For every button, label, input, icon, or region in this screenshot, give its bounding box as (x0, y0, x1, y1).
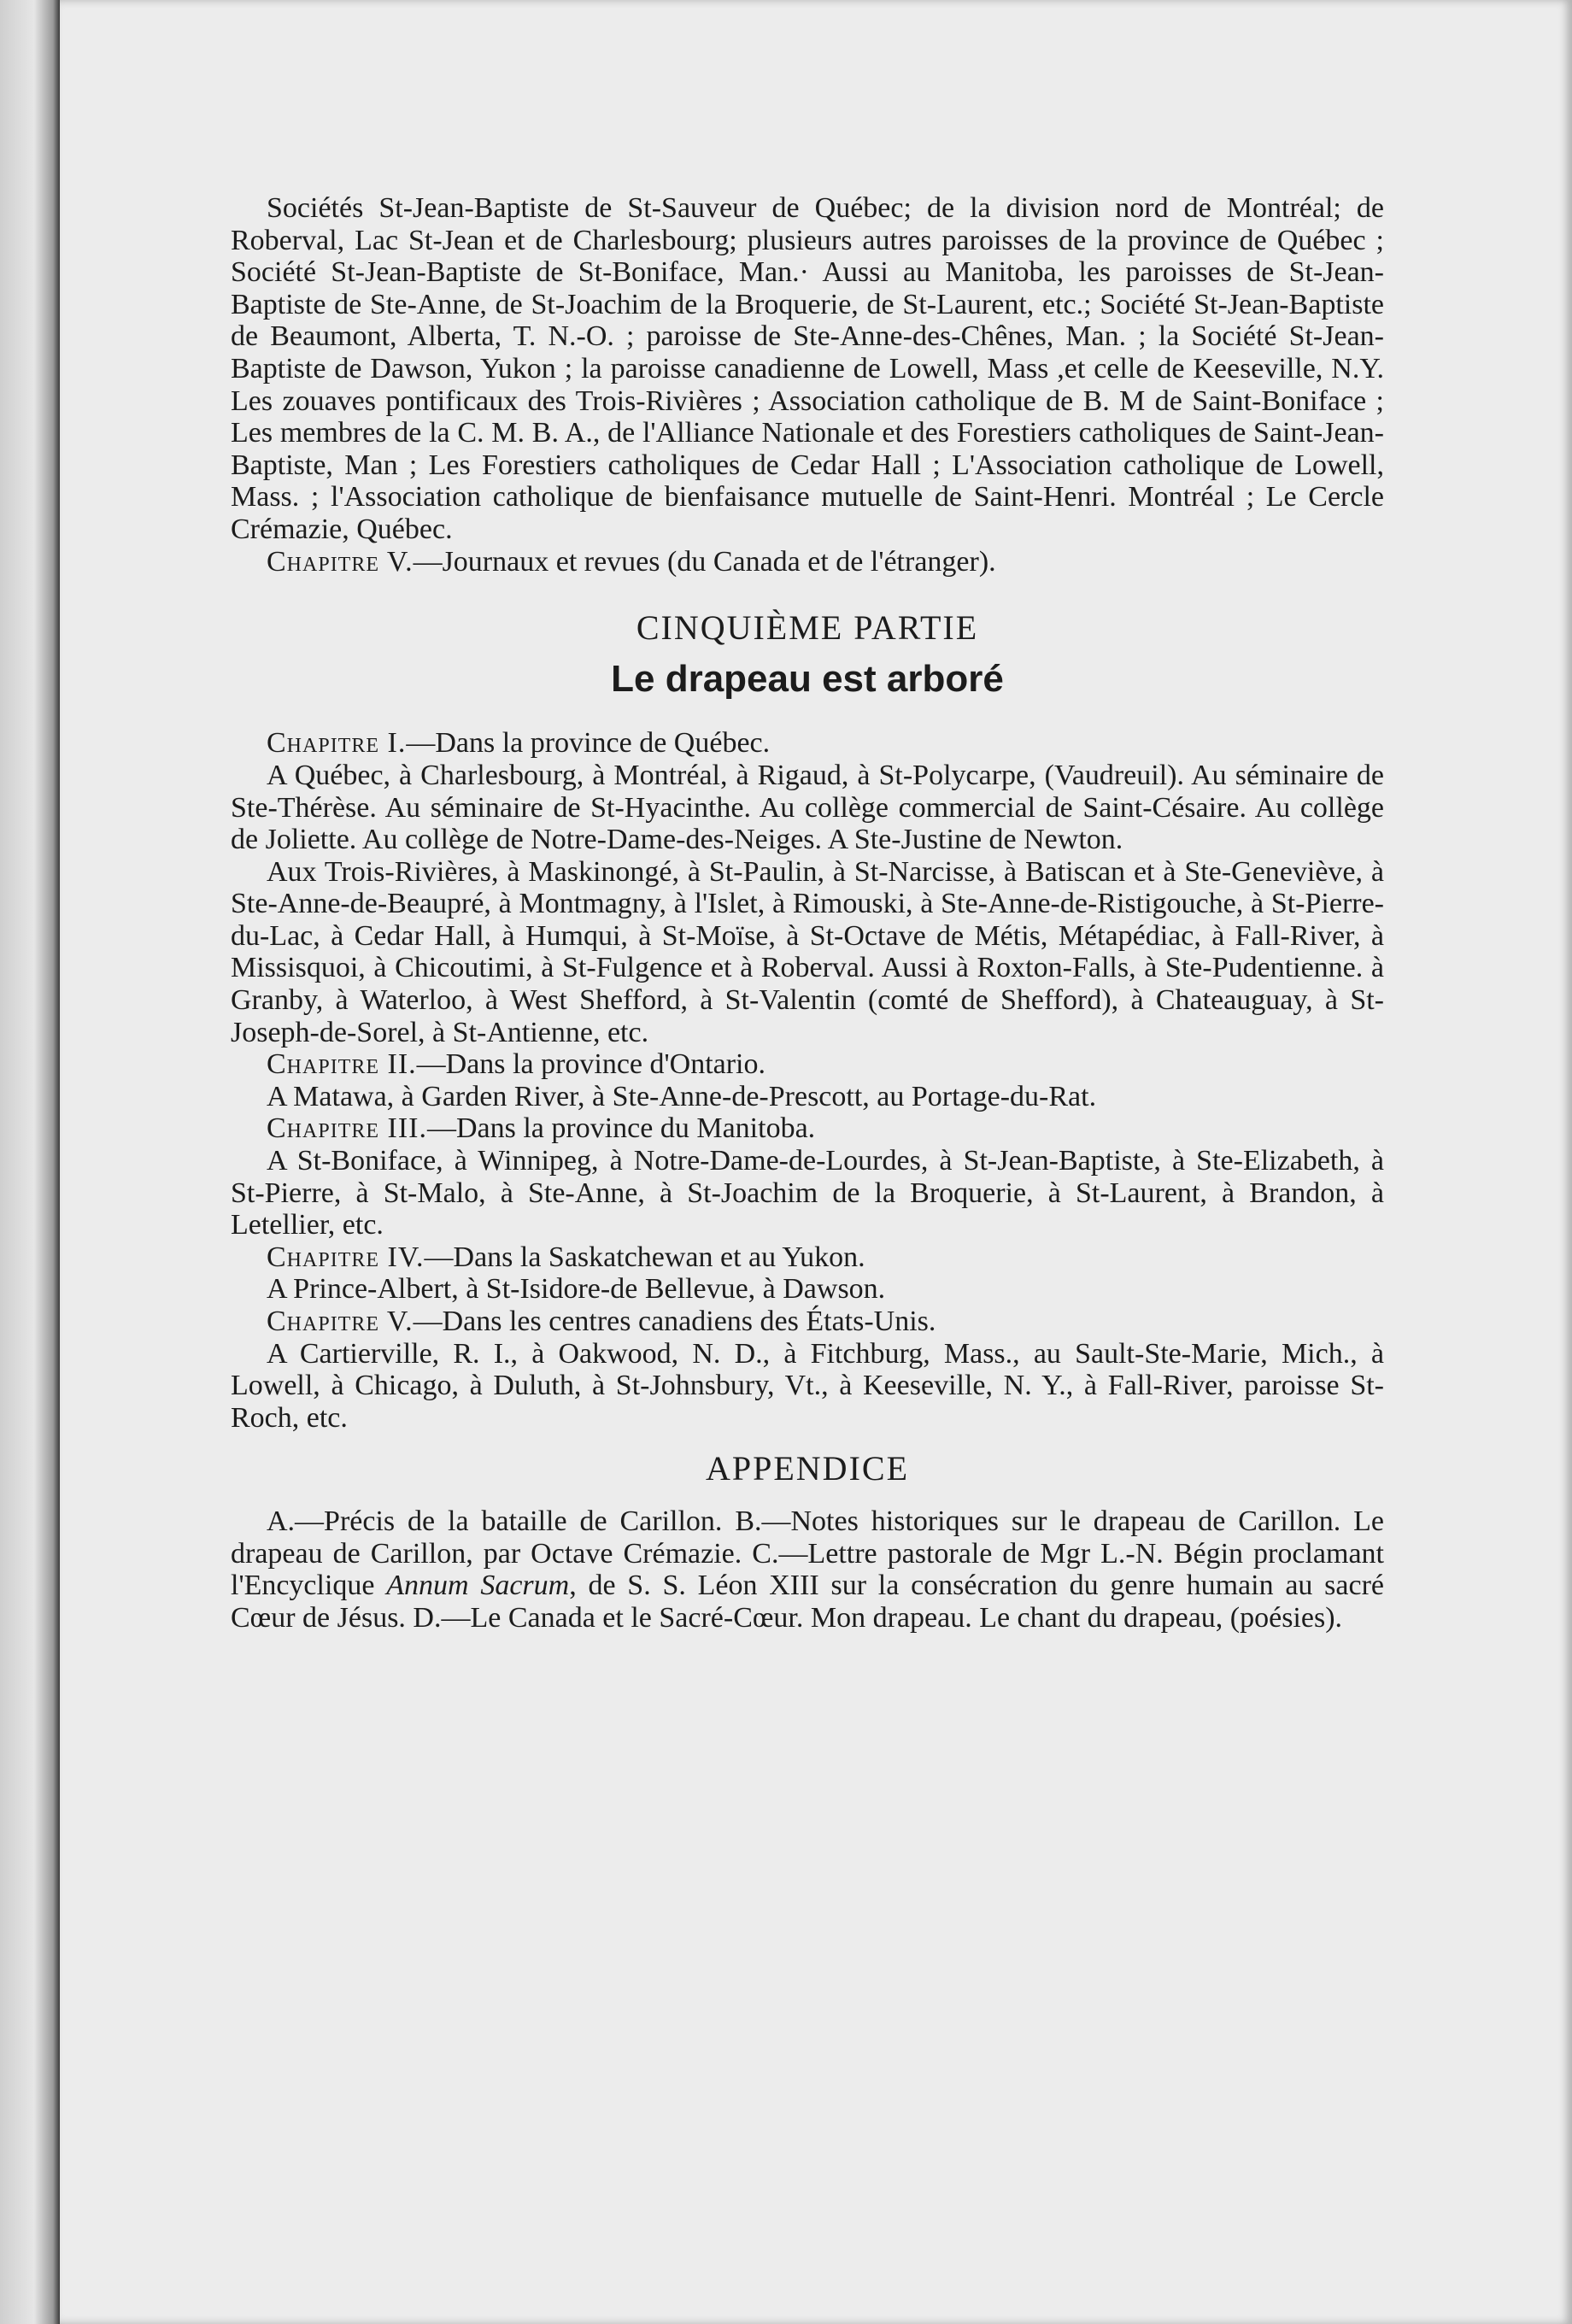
chapter-label: Chapitre V. (267, 545, 414, 578)
chapter-label: Chapitre IV. (267, 1241, 425, 1273)
chapter-paragraph: Aux Trois-Rivières, à Maskinongé, à St-Paulin, à St-Narcisse, à Batiscan et à Ste-Geneviève, à Ste-Anne-de-Beaupré, à Montmagny, à l'Islet, à Rimouski, à Ste-Anne-de-Ristigouche, à St-Pierre-du-Lac, à Cedar Hall, à Humqui, à St-Moïse, à St-Octave de Métis, Métapédiac, à Fall-River, à Missisquoi, à Chicoutimi, à St-Fulgence et à Roberval. Aussi à Roxton-Falls, à Ste-Pudentienne. à Granby, à Waterloo, à West Shefford, à St-Valentin (comté de Shefford), à Chateauguay, à St-Joseph-de-Sorel, à St-Antienne, etc. (231, 855, 1384, 1048)
chapter-heading (231, 546, 1384, 578)
chapter-title: —Dans les centres canadiens des États-Unis. (413, 1306, 936, 1337)
book-spine-edge (0, 0, 60, 2324)
chapter-title: —Dans la province du Manitoba. (426, 1112, 816, 1145)
page-body (231, 192, 1384, 1634)
chapter-label: Chapitre I. (267, 727, 407, 760)
chapter-heading (231, 1048, 1384, 1081)
appendix-title: APPENDICE (705, 1449, 910, 1488)
chapter-label: Chapitre III. (267, 1112, 427, 1145)
chapter-heading (231, 1241, 1384, 1274)
chapter-heading (231, 1112, 1384, 1145)
appendix-italic-title: Annum Sacrum (386, 1570, 570, 1602)
appendix-text-start: A.—Précis de la bataille de Carillon. B.—Notes historiques sur le drapeau de Carillon. Le drapeau de Carillon, par Octave Crémazie. C.—Lettre pastorale de Mgr L.-N. Bégin proclamant l'Encyclique (231, 1505, 1384, 1602)
chapter-paragraph: A Cartierville, R. I., à Oakwood, N. D., à Fitchburg, Mass., au Sault-Ste-Marie, Mich., à Lowell, à Chicago, à Duluth, à St-Johnsbury, Vt., à Keeseville, N. Y., à Fall-River, paroisse St-Roch, etc. (231, 1337, 1384, 1434)
appendix-text-end: , de S. S. Léon XIII sur la consécration du genre humain au sacré Cœur de Jésus. D.—Le Canada et le Sacré-Cœur. Mon drapeau. Le chant du drapeau, (poésies). (231, 1570, 1385, 1634)
part-title: CINQUIÈME PARTIE (636, 608, 979, 648)
chapter-title: —Dans la Saskatchewan et au Yukon. (424, 1241, 865, 1273)
chapter-title: —Dans la province de Québec. (406, 727, 771, 760)
chapter-paragraph: A Prince-Albert, à St-Isidore-de Bellevue, à Dawson. (267, 1273, 886, 1306)
chapter-title: —Dans la province d'Ontario. (416, 1048, 766, 1081)
appendix-paragraph (231, 1505, 1384, 1634)
part-subtitle: Le drapeau est arboré (611, 657, 1004, 700)
chapter-label: Chapitre V. (267, 1306, 414, 1337)
book-page (60, 0, 1572, 2324)
chapter-paragraph: A Matawa, à Garden River, à Ste-Anne-de-Prescott, au Portage-du-Rat. (267, 1080, 1097, 1112)
chapter-title: —Journaux et revues (du Canada et de l'étranger). (413, 545, 996, 578)
chapter-label: Chapitre II. (267, 1048, 417, 1081)
chapter-heading (231, 727, 1384, 760)
chapter-paragraph: A Québec, à Charlesbourg, à Montréal, à Rigaud, à St-Polycarpe, (Vaudreuil). Au séminaire de Ste-Thérèse. Au séminaire de St-Hyacinthe. Au collège commercial de Saint-Césaire. Au collège de Joliette. Au collège de Notre-Dame-des-Neiges. A Ste-Justine de Newton. (231, 759, 1384, 856)
chapter-heading (231, 1306, 1384, 1338)
chapter-paragraph: A St-Boniface, à Winnipeg, à Notre-Dame-de-Lourdes, à St-Jean-Baptiste, à Ste-Elizabeth, à St-Pierre, à St-Malo, à Ste-Anne, à St-Joachim de la Broquerie, à St-Laurent, à Brandon, à Letellier, etc. (231, 1145, 1384, 1241)
opening-paragraph: Sociétés St-Jean-Baptiste de St-Sauveur de Québec; de la division nord de Montréal; de Roberval, Lac St-Jean et de Charlesbourg; plusieurs autres paroisses de la province de Québec ; Société St-Jean-Baptiste de St-Boniface, Man.· Aussi au Manitoba, les paroisses de St-Jean-Baptiste de Ste-Anne, de St-Joachim de la Broquerie, de St-Laurent, etc.; Société St-Jean-Baptiste de Beaumont, Alberta, T. N.-O. ; paroisse de Ste-Anne-des-Chênes, Man. ; la Société St-Jean-Baptiste de Dawson, Yukon ; la paroisse canadienne de Lowell, Mass ,et celle de Keeseville, N.Y. Les zouaves pontificaux des Trois-Rivières ; Association catholique de B. M de Saint-Boniface ; Les membres de la C. M. B. A., de l'Alliance Nationale et des Forestiers catholiques de Saint-Jean-Baptiste, Man ; Les Forestiers catholiques de Cedar Hall ; L'Association catholique de Lowell, Mass. ; l'Association catholique de bienfaisance mutuelle de Saint-Henri. Montréal ; Le Cercle Crémazie, Québec. (231, 192, 1384, 545)
